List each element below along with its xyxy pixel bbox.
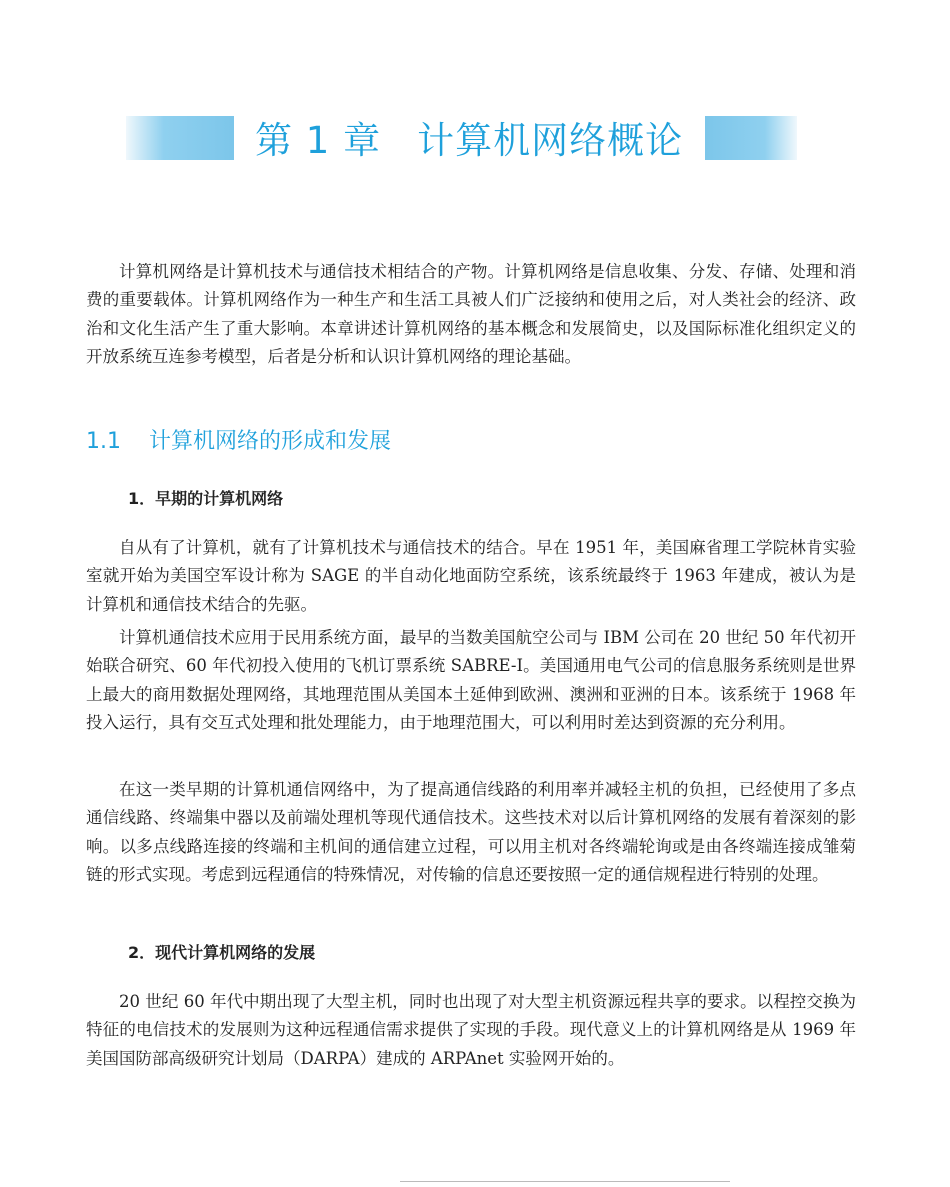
section-number: 1.1 — [86, 429, 121, 454]
body-paragraph: 在这一类早期的计算机通信网络中，为了提高通信线路的利用率并减轻主机的负担，已经使用了多点通信线路、终端集中器以及前端处理机等现代通信技术。这些技术对以后计算机网络的发展有着深刻的影响。以多点线路连接的终端和主机间的通信建立过程，可以用主机对各终端轮询或是由各终端连接成雏菊链的形式实现。考虑到远程通信的特殊情况，对传输的信息还要按照一定的通信规程进行特别的处理。 — [86, 780, 856, 884]
body-paragraph: 计算机通信技术应用于民用系统方面，最早的当数美国航空公司与 IBM 公司在 20 世纪 50 年代初开始联合研究、60 年代初投入使用的飞机订票系统 SABRE-I。美国通用电气公司的信息服务系统则是世界上最大的商用数据处理网络，其地理范围从美国本土延伸到欧洲、澳洲和亚洲的日本。该系统于 1968 年投入运行，具有交互式处理和批处理能力，由于地理范围大，可以利用时差达到资源的充分利用。 — [86, 628, 856, 732]
chapter-name: 计算机网络概论 — [417, 119, 684, 162]
chapter-title — [255, 110, 695, 164]
page-bottom-rule — [400, 1181, 730, 1182]
section-title: 计算机网络的形成和发展 — [149, 429, 392, 454]
body-paragraph: 自从有了计算机，就有了计算机技术与通信技术的结合。早在 1951 年，美国麻省理工学院林肯实验室就开始为美国空军设计称为 SAGE 的半自动化地面防空系统，该系统最终于 1963 年建成，被认为是计算机和通信技术结合的先驱。 — [86, 538, 856, 614]
section-heading — [86, 424, 391, 455]
chapter-decor-bar-right — [705, 116, 797, 160]
subsection-heading-1: 1．早期的计算机网络 — [128, 489, 284, 508]
intro-paragraph: 计算机网络是计算机技术与通信技术相结合的产物。计算机网络是信息收集、分发、存储、处理和消费的重要载体。计算机网络作为一种生产和生活工具被人们广泛接纳和使用之后，对人类社会的经济、政治和文化生活产生了重大影响。本章讲述计算机网络的基本概念和发展简史，以及国际标准化组织定义的开放系统互连参考模型，后者是分析和认识计算机网络的理论基础。 — [86, 262, 856, 366]
subsection-heading-2: 2．现代计算机网络的发展 — [128, 943, 316, 962]
body-paragraph: 20 世纪 60 年代中期出现了大型主机，同时也出现了对大型主机资源远程共享的要求。以程控交换为特征的电信技术的发展则为这种远程通信需求提供了实现的手段。现代意义上的计算机网络是从 1969 年美国国防部高级研究计划局（DARPA）建成的 ARPAnet 实验网开始的。 — [86, 992, 856, 1068]
chapter-decor-bar-left — [126, 116, 234, 160]
chapter-number: 第 1 章 — [255, 119, 382, 162]
